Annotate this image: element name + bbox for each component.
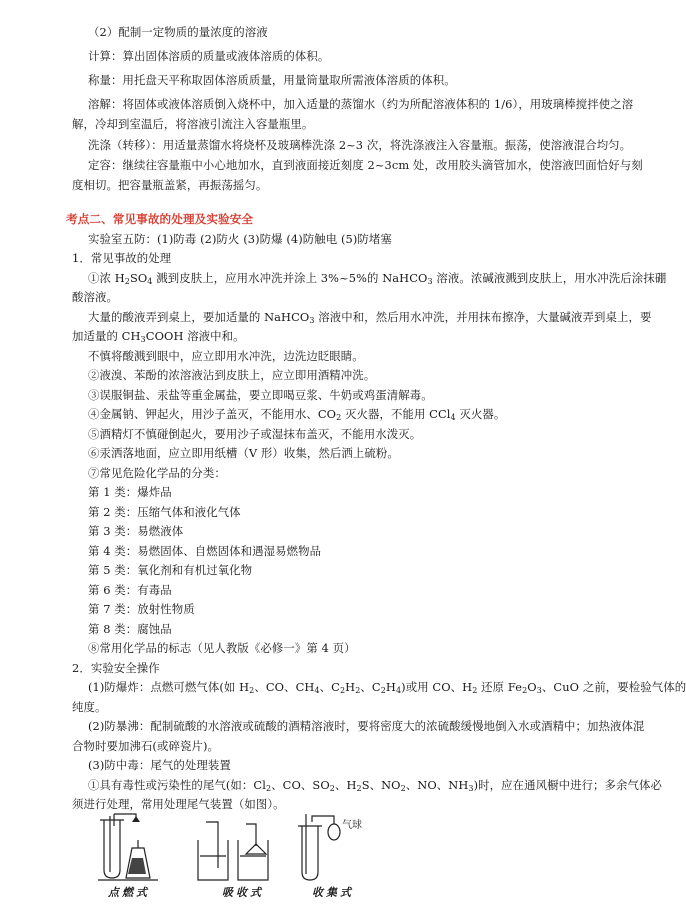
toxic-gas-note-cont: 须进行处理，常用处理尾气装置（如图）。 — [72, 797, 285, 811]
step-weigh: 称量：用托盘天平称取固体溶质质量，用量筒量取所需液体溶质的体积。 — [88, 73, 456, 87]
hazard-class-6: 第 6 类：有毒品 — [88, 583, 172, 597]
hazard-class-3: 第 3 类：易燃液体 — [88, 524, 184, 538]
heading-accidents: 1．常见事故的处理 — [72, 251, 172, 265]
balloon-label: 气球 — [342, 820, 362, 831]
caption-absorption: 吸收式 — [222, 886, 264, 899]
five-preventions: 实验室五防：(1)防毒 (2)防火 (3)防爆 (4)防触电 (5)防堵塞 — [88, 232, 392, 246]
hazard-class-2: 第 2 类：压缩气体和液化气体 — [88, 505, 241, 519]
collection-apparatus — [298, 814, 362, 880]
caption-collection: 收集式 — [312, 886, 354, 899]
combustion-apparatus — [98, 814, 158, 880]
mercury-spill: ⑥汞洒落地面，应立即用纸槽（V 形）收集，然后洒上硫粉。 — [88, 446, 399, 460]
step-volume: 定容：继续往容量瓶中小心地加水，直到液面接近刻度 2~3cm 处，改用胶头滴管加水，使溶液凹面恰好与刻 — [88, 158, 643, 172]
hazard-class-8: 第 8 类：腐蚀品 — [88, 622, 172, 636]
prevent-explosion-cont: 纯度。 — [72, 700, 107, 714]
section-heading: 考点二、常见事故的处理及实验安全 — [66, 212, 254, 226]
step-volume-cont: 度相切。把容量瓶盖紧，再振荡摇匀。 — [72, 178, 268, 192]
prevent-poisoning: (3)防中毒：尾气的处理装置 — [88, 758, 231, 772]
hazard-class-7: 第 7 类：放射性物质 — [88, 602, 195, 616]
hazard-class-5: 第 5 类：氧化剂和有机过氧化物 — [88, 563, 253, 577]
step-wash: 洗涤（转移）：用适量蒸馏水将烧杯及玻璃棒洗涤 2~3 次，将洗涤液注入容量瓶。振荡，使溶液混合均匀。 — [88, 138, 632, 152]
acid-in-eye: 不慎将酸溅到眼中，应立即用水冲洗，边洗边眨眼睛。 — [88, 349, 364, 363]
toxic-gas-note: ①具有毒性或污染性的尾气(如：$Cl_2$、CO、$SO_2$、$H_2S$、$NO_2$、NO、$NH_3$)时，应在通风橱中进行；多余气体必 — [88, 778, 663, 793]
hazard-classes-heading: ⑦常见危险化学品的分类： — [88, 466, 226, 480]
accident-acid-skin: ①浓 $H_2SO_4$ 溅到皮肤上，应用水冲洗并涂上 3%~5%的 NaHCO$_3$ 溶液。浓碱液溅到皮肤上，用水冲洗后涂抹硼 — [88, 271, 667, 286]
accident-acid-skin-cont: 酸溶液。 — [72, 290, 118, 304]
prevent-bumping: (2)防暴沸：配制硫酸的水溶液或硫酸的酒精溶液时，要将密度大的浓硫酸缓慢地倒入水或酒精中；加热液体混 — [88, 719, 645, 733]
hazard-class-4: 第 4 类：易燃固体、自燃固体和遇湿易燃物品 — [88, 544, 322, 558]
step-dissolve: 溶解：将固体或液体溶质倒入烧杯中，加入适量的蒸馏水（约为所配溶液体积的 1/6），用玻璃棒搅拌使之溶 — [88, 97, 634, 111]
step-dissolve-cont: 解，冷却到室温后，将溶液引流注入容量瓶里。 — [72, 117, 314, 131]
heavy-metal-salts: ③误服铜盐、汞盐等重金属盐，要立即喝豆浆、牛奶或鸡蛋清解毒。 — [88, 388, 433, 402]
spill-acid-table: 大量的酸液弄到桌上，要加适量的 NaHCO$_3$ 溶液中和，然后用水冲洗，并用抹布擦净，大量碱液弄到桌上，要 — [88, 310, 652, 325]
absorption-apparatus — [198, 822, 268, 880]
alcohol-lamp-fire: ⑤酒精灯不慎碰倒起火，要用沙子或湿抹布盖灭，不能用水泼灭。 — [88, 427, 422, 441]
chemical-labels-ref: ⑧常用化学品的标志（见人教版《必修一》第 4 页） — [88, 641, 356, 655]
spill-acid-table-cont: 加适量的 $CH_3COOH$ 溶液中和。 — [72, 329, 245, 344]
hazard-class-1: 第 1 类：爆炸品 — [88, 485, 172, 499]
prevent-explosion: (1)防爆炸：点燃可燃气体(如 $H_2$、CO、$CH_4$、$C_2H_2$、$C_2H_4$)或用 CO、$H_2$ 还原 $Fe_2O_3$、CuO 之前，要检验气体的 — [88, 680, 686, 695]
subheading-solution-prep: （2）配制一定物质的量浓度的溶液 — [88, 25, 268, 39]
bromine-phenol: ②液溴、苯酚的浓溶液沾到皮肤上，应立即用酒精冲洗。 — [88, 368, 376, 382]
step-calculate: 计算：算出固体溶质的质量或液体溶质的体积。 — [88, 49, 330, 63]
tail-gas-apparatus-figure — [88, 812, 378, 892]
prevent-bumping-cont: 合物时要加沸石(或碎瓷片)。 — [72, 739, 219, 753]
caption-combustion: 点燃式 — [108, 886, 150, 899]
heading-safety-ops: 2．实验安全操作 — [72, 661, 160, 675]
sodium-fire: ④金属钠、钾起火，用沙子盖灭，不能用水、$CO_2$ 灭火器，不能用 CCl$_4$ 灭火器。 — [88, 407, 506, 422]
